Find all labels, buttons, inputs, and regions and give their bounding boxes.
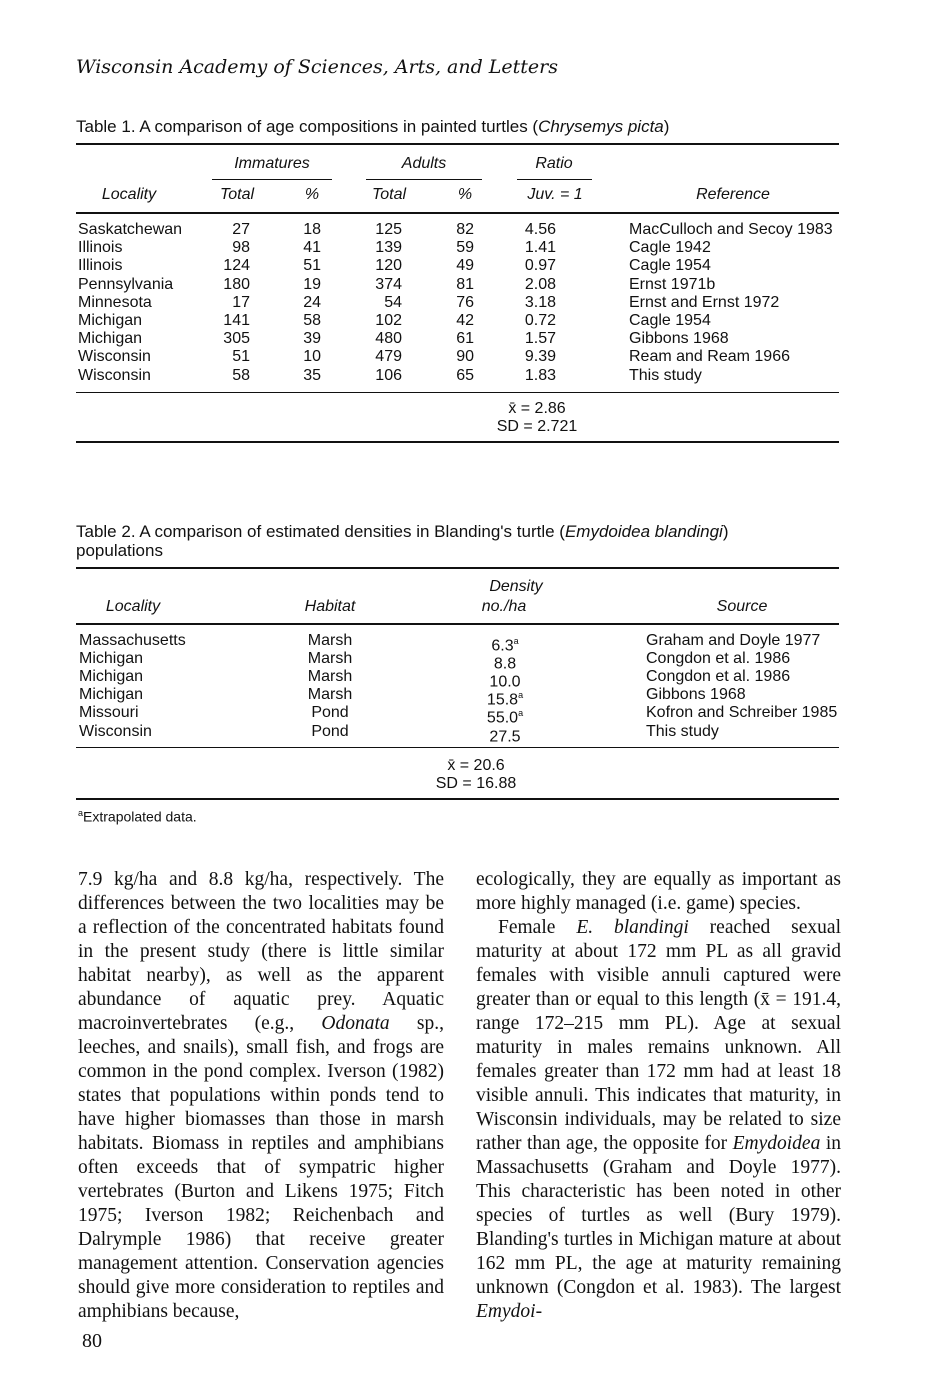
t1-cell-ad_total: 139 bbox=[375, 239, 402, 257]
t1-cell-ad_total: 54 bbox=[384, 293, 402, 311]
t1-cell-locality: Wisconsin bbox=[78, 366, 151, 384]
t1-cell-ad_pct: 49 bbox=[456, 257, 474, 275]
t1-cell-imm_pct: 51 bbox=[303, 257, 321, 275]
t2-cell-locality: Michigan bbox=[79, 650, 144, 668]
t2-cell-locality: Missouri bbox=[79, 704, 139, 722]
table2-caption-species: Emydoidea blandingi bbox=[564, 522, 723, 541]
table1-top-rule bbox=[76, 143, 839, 145]
t2-cell-source: Congdon et al. 1986 bbox=[646, 650, 791, 668]
t1-cell-ratio: 3.18 bbox=[524, 293, 556, 311]
table2-stats-rule bbox=[76, 747, 839, 748]
t1-cell-locality: Illinois bbox=[78, 257, 123, 275]
t2-density-footnote-mark: a bbox=[518, 690, 524, 701]
t1-cell-reference: Ream and Ream 1966 bbox=[629, 348, 790, 366]
t1-cell-ad_total: 125 bbox=[375, 221, 402, 238]
t1-cell-imm_pct: 10 bbox=[303, 348, 321, 366]
t1-cell-imm_pct: 39 bbox=[303, 330, 321, 348]
t1-cell-locality: Michigan bbox=[78, 312, 143, 329]
t1-cell-ad_total: 374 bbox=[375, 275, 402, 293]
t1-cell-reference: MacCulloch and Secoy 1983 bbox=[629, 221, 833, 238]
t1-sd: SD = 2.721 bbox=[496, 418, 578, 435]
t1-cell-ad_pct: 82 bbox=[456, 221, 474, 238]
t2-cell-source: This study bbox=[646, 722, 719, 740]
t1-cell-ad_total: 479 bbox=[375, 348, 402, 366]
t1-cell-reference: Cagle 1942 bbox=[629, 239, 711, 257]
right-p2-b: reached sexual maturity at about 172 mm PL as all gravid females with visible annuli captured were greater than or equal to this length (x̄ = 191.4, range 172–215 mm PL). Age at sexual maturity in males remains unknown. All females greater than 172 mm had at least 18 visible annuli. This indicates that maturity, in Wisconsin individuals, may be related to size rather than age, the opposite for bbox=[476, 917, 842, 1154]
t2-header-source: Source bbox=[716, 598, 768, 615]
t2-header-density-1: Density bbox=[489, 578, 543, 595]
t1-cell-imm_total: 27 bbox=[232, 221, 250, 238]
t1-cell-ratio: 1.83 bbox=[524, 366, 556, 384]
footnote-text: Extrapolated data. bbox=[83, 808, 197, 825]
page-number: 80 bbox=[82, 1330, 102, 1352]
t1-cell-imm_total: 180 bbox=[223, 275, 250, 293]
t1-header-imm-total: Total bbox=[219, 186, 255, 203]
t1-cell-ratio: 0.72 bbox=[524, 312, 556, 329]
t1-header-reference: Reference bbox=[696, 186, 770, 203]
t2-header-locality: Locality bbox=[105, 598, 161, 615]
t2-cell-source: Kofron and Schreiber 1985 bbox=[646, 704, 838, 722]
t1-cell-locality: Saskatchewan bbox=[78, 221, 183, 238]
t1-group-immatures: Immatures bbox=[234, 155, 310, 172]
t1-header-imm-pct: % bbox=[304, 186, 320, 203]
table2-bottom-rule bbox=[76, 798, 839, 800]
table1-stats-rule bbox=[76, 392, 839, 393]
t1-cell-ratio: 1.41 bbox=[524, 239, 556, 257]
t1-group-ratio: Ratio bbox=[535, 155, 573, 172]
t1-cell-imm_pct: 58 bbox=[303, 312, 321, 329]
t1-cell-locality: Michigan bbox=[78, 330, 143, 348]
t2-density-value: 15.8 bbox=[486, 691, 519, 709]
t1-cell-ad_pct: 81 bbox=[456, 275, 474, 293]
t1-cell-imm_pct: 19 bbox=[303, 275, 321, 293]
t1-cell-ad_total: 102 bbox=[375, 312, 402, 329]
t1-cell-reference: Ernst 1971b bbox=[629, 275, 716, 293]
t1-cell-ad_pct: 65 bbox=[456, 366, 474, 384]
t2-cell-source: Graham and Doyle 1977 bbox=[646, 632, 821, 649]
t2-mean: x̄ = 20.6 bbox=[447, 757, 505, 774]
t2-header-density-2: no./ha bbox=[481, 598, 527, 615]
table2-caption-text: Table 2. A comparison of estimated densities in Blanding's turtle ( bbox=[76, 522, 565, 541]
t1-cell-locality: Pennsylvania bbox=[78, 275, 174, 293]
t2-density-footnote-mark: a bbox=[518, 708, 524, 719]
t1-cell-imm_total: 124 bbox=[223, 257, 250, 275]
t1-cell-imm_pct: 18 bbox=[303, 221, 321, 238]
t2-cell-habitat: Pond bbox=[311, 722, 349, 740]
t2-cell-source: Congdon et al. 1986 bbox=[646, 668, 791, 686]
table2-caption-end: ) bbox=[722, 522, 729, 541]
t2-cell-locality: Michigan bbox=[79, 668, 144, 686]
running-header: Wisconsin Academy of Sciences, Arts, and Letters bbox=[76, 56, 559, 78]
t1-cell-reference: Cagle 1954 bbox=[629, 312, 711, 329]
t1-cell-ad_total: 120 bbox=[375, 257, 402, 275]
right-paragraph-1: ecologically, they are equally as important as more highly managed (i.e. game) species. bbox=[476, 869, 841, 914]
t1-cell-ad_total: 480 bbox=[375, 330, 402, 348]
footnote-mark: a bbox=[78, 808, 84, 818]
left-text-column bbox=[78, 868, 444, 1324]
t1-header-ratio: Juv. = 1 bbox=[527, 186, 583, 203]
left-p1-italic: Odonata bbox=[321, 1013, 390, 1034]
right-paragraph-2 bbox=[476, 916, 841, 1324]
t2-cell-locality: Massachusetts bbox=[79, 632, 186, 649]
left-paragraph bbox=[78, 868, 444, 1324]
left-p1-a: 7.9 kg/ha and 8.8 kg/ha, respectively. The differences between the two localities may be a reflection of the concentrated habitats found in the present study (there is little similar habitat nearby), as well as the apparent abundance of aquatic prey. Aquatic macroinvertebrates (e.g., bbox=[78, 869, 444, 1034]
t2-cell-source: Gibbons 1968 bbox=[646, 686, 746, 704]
table2-header-rule bbox=[76, 623, 839, 625]
t1-ratio-span-rule bbox=[517, 179, 592, 180]
t1-group-adults: Adults bbox=[401, 155, 447, 172]
t2-sd: SD = 16.88 bbox=[435, 775, 517, 792]
t1-cell-ad_pct: 42 bbox=[456, 312, 474, 329]
table2-caption bbox=[76, 522, 728, 560]
t2-density-value: 27.5 bbox=[489, 727, 521, 745]
t2-cell-density bbox=[489, 723, 520, 746]
t1-immatures-span-rule bbox=[212, 179, 332, 180]
t2-cell-locality: Wisconsin bbox=[79, 722, 152, 740]
t2-cell-locality: Michigan bbox=[79, 686, 144, 704]
table1-caption-end: ) bbox=[663, 117, 670, 136]
t2-density-value: 6.3 bbox=[491, 637, 514, 655]
t2-cell-habitat: Marsh bbox=[307, 632, 353, 649]
t2-density-value: 55.0 bbox=[486, 709, 519, 727]
t1-header-ad-pct: % bbox=[457, 186, 473, 203]
t2-cell-habitat: Pond bbox=[311, 704, 349, 722]
t1-cell-locality: Illinois bbox=[78, 239, 123, 257]
right-p2-a: Female bbox=[498, 917, 577, 938]
table2-top-rule bbox=[76, 567, 839, 569]
table1-caption-text: Table 1. A comparison of age compositions in painted turtles ( bbox=[76, 117, 539, 136]
right-p2-italic1: E. blandingi bbox=[576, 917, 689, 938]
t1-cell-ad_total: 106 bbox=[375, 366, 402, 384]
t1-cell-locality: Wisconsin bbox=[78, 348, 151, 366]
t2-cell-habitat: Marsh bbox=[307, 668, 353, 686]
t1-mean: x̄ = 2.86 bbox=[508, 400, 566, 417]
t2-cell-habitat: Marsh bbox=[307, 686, 353, 704]
t1-cell-imm_pct: 24 bbox=[303, 293, 321, 311]
t1-cell-imm_total: 98 bbox=[232, 239, 250, 257]
t2-density-value: 10.0 bbox=[489, 673, 521, 691]
table1-bottom-rule bbox=[76, 441, 839, 443]
t2-cell-habitat: Marsh bbox=[307, 650, 353, 668]
t1-cell-ratio: 1.57 bbox=[524, 330, 556, 348]
t1-cell-imm_pct: 35 bbox=[303, 366, 321, 384]
t1-cell-ratio: 2.08 bbox=[524, 275, 556, 293]
t1-cell-ad_pct: 90 bbox=[456, 348, 474, 366]
t2-density-footnote-mark: a bbox=[513, 636, 519, 646]
table2-caption-line2: populations bbox=[76, 541, 163, 560]
t1-cell-locality: Minnesota bbox=[78, 293, 152, 311]
t1-cell-reference: Ernst and Ernst 1972 bbox=[629, 293, 780, 311]
right-p2-italic2: Emydoidea bbox=[732, 1133, 821, 1154]
table2-footnote bbox=[78, 808, 197, 825]
t1-cell-imm_pct: 41 bbox=[303, 239, 321, 257]
right-text-column bbox=[476, 868, 841, 1324]
t1-cell-imm_total: 141 bbox=[223, 312, 250, 329]
t1-cell-ratio: 4.56 bbox=[524, 221, 556, 238]
t1-cell-reference: Cagle 1954 bbox=[629, 257, 711, 275]
t1-cell-imm_total: 51 bbox=[232, 348, 250, 366]
t1-cell-ad_pct: 76 bbox=[456, 293, 474, 311]
t1-cell-ratio: 0.97 bbox=[524, 257, 556, 275]
t1-cell-imm_total: 58 bbox=[232, 366, 250, 384]
table1-caption bbox=[76, 117, 669, 136]
right-p2-c: in Massachusetts (Graham and Doyle 1977). This characteristic has been noted in other species of turtles as well (Bury 1979). Blanding's turtles in Michigan mature at about 162 mm PL, the age at maturity remaining unknown (Congdon et al. 1983). The largest bbox=[476, 1133, 841, 1298]
right-p2-italic3: Emydoi- bbox=[476, 1301, 543, 1322]
table2-caption-line1 bbox=[76, 522, 728, 541]
table1-header-rule bbox=[76, 212, 839, 214]
t1-header-locality: Locality bbox=[101, 186, 157, 203]
t1-header-ad-total: Total bbox=[371, 186, 407, 203]
t1-cell-imm_total: 17 bbox=[232, 293, 250, 311]
t1-cell-ratio: 9.39 bbox=[524, 348, 556, 366]
left-p1-b: sp., leeches, and snails), small fish, and frogs are common in the pond complex. Iverson (1982) states that populations within ponds tend to have higher biomasses than those in marsh habitats. Biomass in reptiles and amphibians often exceeds that of sympatric higher vertebrates (Burton and Likens 1975; Fitch 1975; Iverson 1982; Reichenbach and Dalrymple 1986) that receive greater management attention. Conservation agencies should give more consideration to reptiles and amphibians because, bbox=[78, 1013, 444, 1322]
t1-cell-reference: This study bbox=[629, 366, 702, 384]
t1-cell-imm_total: 305 bbox=[223, 330, 250, 348]
t1-adults-span-rule bbox=[366, 179, 482, 180]
t1-cell-ad_pct: 59 bbox=[456, 239, 474, 257]
t1-cell-ad_pct: 61 bbox=[456, 330, 474, 348]
t1-cell-reference: Gibbons 1968 bbox=[629, 330, 729, 348]
t2-density-value: 8.8 bbox=[493, 655, 517, 673]
t2-header-habitat: Habitat bbox=[304, 598, 356, 615]
table1-caption-species: Chrysemys picta bbox=[538, 117, 664, 136]
